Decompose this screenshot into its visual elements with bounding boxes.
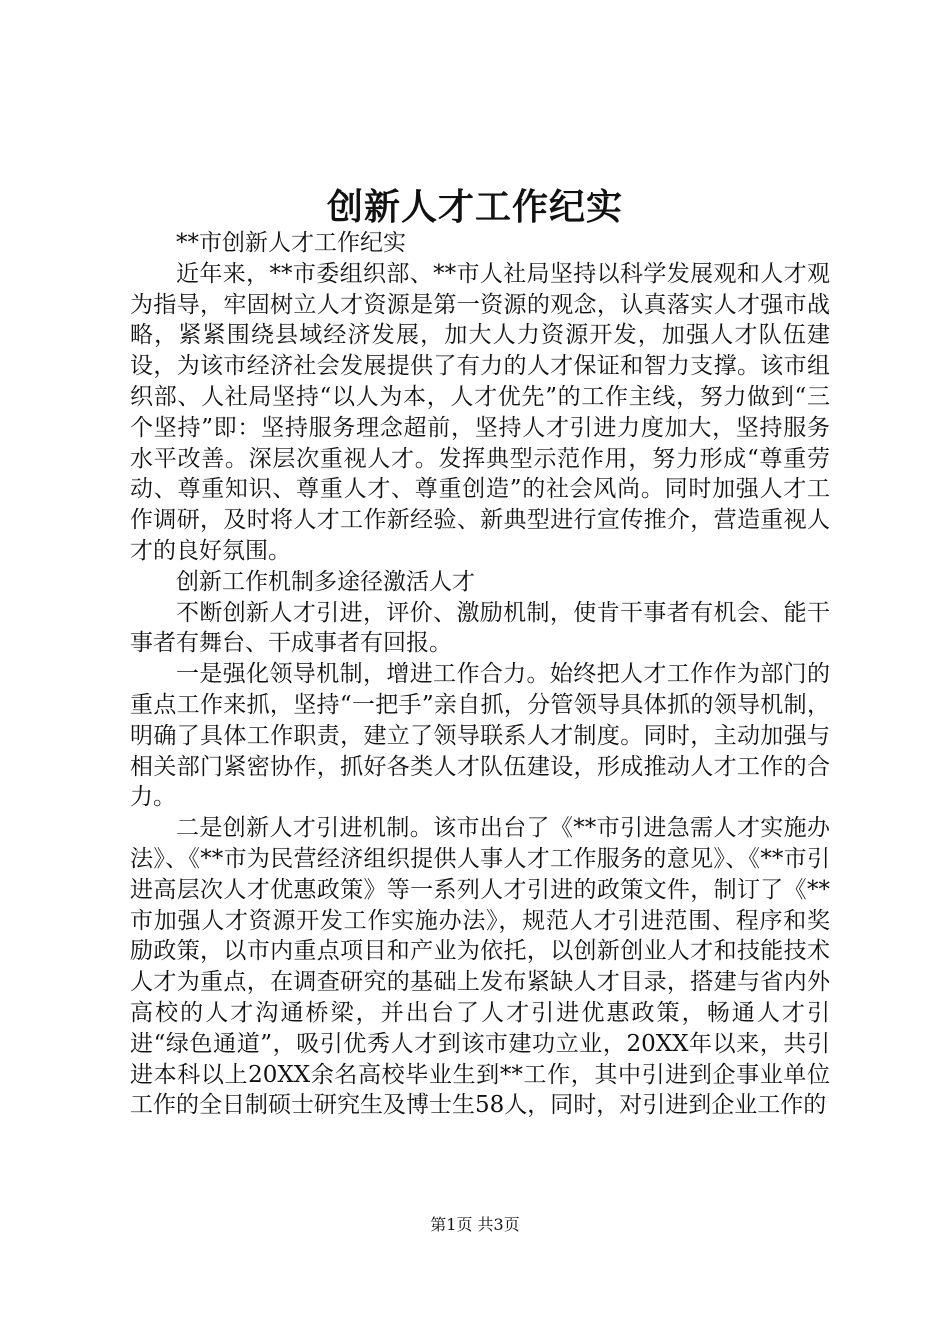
intro-paragraph: 近年来，**市委组织部、**市人社局坚持以科学发展观和人才观为指导，牢固树立人才资源是第一资源的观念，认真落实人才强市战略，紧紧围绕县域经济发展，加大人力资源开发，加强人才队伍建设，为该市经济社会发展提供了有力的人才保证和智力支撑。该市组织部、人社局坚持“以人为本，人才优先”的工作主线，努力做到“三个坚持”即：坚持服务理念超前，坚持人才引进力度加大，坚持服务水平改善。深层次重视人才。发挥典型示范作用，努力形成“尊重劳动、尊重知识、尊重人才、尊重创造”的社会风尚。同时加强人才工作调研，及时将人才工作新经验、新典型进行宣传推介，营造重视人才的良好氛围。 [130, 260, 830, 564]
page-footer: 第1页 共3页 [430, 1215, 520, 1234]
body-paragraph: 一是强化领导机制，增进工作合力。始终把人才工作作为部门的重点工作来抓，坚持“一把手”亲自抓，分管领导具体抓的领导机制，明确了具体工作职责，建立了领导联系人才制度。同时，主动加强与相关部门紧密协作，抓好各类人才队伍建设，形成推动人才工作的合力。 [130, 661, 830, 811]
subtitle-paragraph: **市创新人才工作纪实 [176, 230, 406, 256]
body-paragraph: 不断创新人才引进，评价、激励机制，使肯干事者有机会、能干事者有舞台、干成事者有回报。 [130, 599, 830, 657]
document-body [130, 228, 830, 1121]
document-title: 创新人才工作纪实 [326, 186, 623, 228]
section-heading: 创新工作机制多途径激活人才 [176, 568, 475, 595]
body-paragraph: 二是创新人才引进机制。该市出台了《**市引进急需人才实施办法》、《**市为民营经济组织提供人事人才工作服务的意见》、《**市引进高层次人才优惠政策》等一系列人才引进的政策文件，制订了《**市加强人才资源开发工作实施办法》，规范人才引进范围、程序和奖励政策，以市内重点项目和产业为依托，以创新创业人才和技能技术人才为重点，在调查研究的基础上发布紧缺人才目录，搭建与省内外高校的人才沟通桥梁，并出台了人才引进优惠政策，畅通人才引进“绿色通道”，吸引优秀人才到该市建功立业，20XX年以来，共引进本科以上20XX余名高校毕业生到**工作，其中引进到企事业单位工作的全日制硕士研究生及博士生58人，同时，对引进到企业工作的 [130, 815, 830, 1119]
